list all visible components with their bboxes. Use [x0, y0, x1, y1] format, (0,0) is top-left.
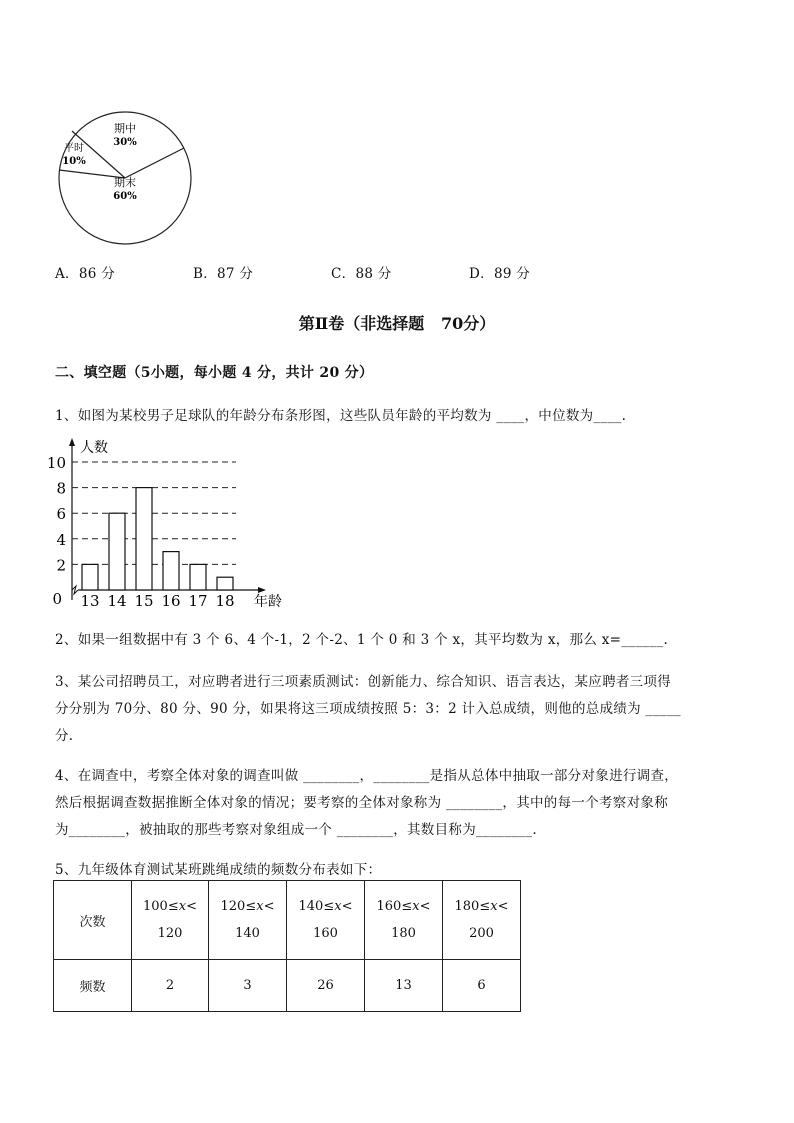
range-lt: < [419, 899, 431, 914]
range-var: x [334, 899, 342, 914]
range-low: 160≤ [376, 899, 413, 914]
choice-b[interactable] [193, 262, 253, 282]
bar-18 [217, 577, 233, 590]
range-high: 120 [157, 926, 183, 941]
q3-line3: 分. [55, 728, 74, 744]
choice-d-key: D． [469, 266, 494, 282]
table-cell-freq: 6 [443, 960, 521, 1012]
choice-c[interactable] [331, 262, 392, 282]
table-cell-range [443, 881, 521, 960]
x-tick-label: 17 [188, 592, 208, 610]
choice-a-text: 86 分 [78, 266, 116, 282]
section2-header: 二、填空题（5小题，每小题 4 分，共计 20 分） [55, 365, 374, 381]
range-low: 180≤ [454, 899, 491, 914]
range-lt: < [186, 899, 197, 914]
range-high: 180 [391, 926, 416, 941]
q4-line1: 4、在调查中，考察全体对象的调查叫做 ________，________是指从总体中抽取一部分对象进行调查， [55, 768, 679, 784]
range-low: 140≤ [298, 899, 335, 914]
choice-d[interactable] [469, 262, 530, 282]
table-row-freq [54, 960, 521, 1012]
q4-line2: 然后根据调查数据推断全体对象的情况；要考察的全体对象称为 ________，其中的每一个考察对象称 [55, 795, 668, 811]
range-low: 100≤ [143, 899, 179, 914]
table-cell-freq: 13 [365, 960, 443, 1012]
x-tick-label: 16 [161, 592, 181, 610]
pie-value-final: 60% [113, 191, 137, 202]
range-high: 160 [313, 926, 338, 941]
x-tick-label: 15 [134, 592, 154, 610]
y-tick-label: 2 [56, 556, 66, 575]
x-tick-label: 13 [80, 592, 100, 610]
choice-d-text: 89 分 [493, 266, 531, 282]
age-bar-chart [46, 436, 282, 614]
x-tick-label: 18 [215, 592, 235, 610]
x-tick-label: 14 [107, 592, 127, 610]
table-header-freq: 频数 [54, 960, 132, 1012]
pie-label-final: 期末 [114, 176, 136, 189]
q2-text: 2、如果一组数据中有 3 个 6、4 个-1，2 个-2、1 个 0 和 3 个 x，其平均数为 x，那么 x=______. [55, 632, 669, 648]
frequency-table [53, 880, 521, 1012]
y-axis-arrow [69, 438, 75, 446]
pie-value-midterm: 30% [113, 137, 137, 148]
range-high: 200 [469, 926, 494, 941]
y-tick-label: 4 [56, 530, 66, 549]
table-cell-range [132, 881, 209, 960]
range-var: x [178, 899, 187, 914]
table-cell-range [365, 881, 443, 960]
table-cell-range [287, 881, 365, 960]
range-lt: < [263, 899, 275, 914]
q5-text: 5、九年级体育测试某班跳绳成绩的频数分布表如下： [55, 862, 382, 878]
q3-line2: 分分别为 70分、80 分、90 分，如果将这三项成绩按照 5：3：2 计入总成绩，则他的总成绩为 _____ [55, 701, 681, 717]
pie-label-midterm: 期中 [114, 122, 136, 135]
y-tick-label: 10 [46, 454, 66, 472]
range-lt: < [341, 899, 353, 914]
y-tick-label: 8 [56, 479, 66, 498]
table-cell-freq: 3 [209, 960, 287, 1012]
range-low: 120≤ [220, 899, 257, 914]
table-cell-range [209, 881, 287, 960]
x-axis-label: 年龄 [254, 594, 282, 610]
range-var: x [256, 899, 264, 914]
table-cell-freq: 26 [287, 960, 365, 1012]
range-high: 140 [235, 926, 260, 941]
choice-a[interactable] [55, 262, 115, 282]
bar-15 [136, 488, 152, 590]
pie-chart [55, 108, 195, 248]
range-var: x [412, 899, 420, 914]
table-header-counts: 次数 [54, 881, 132, 960]
pie-label-regular: 平时 [64, 143, 84, 154]
range-lt: < [497, 899, 509, 914]
table-cell-freq: 2 [132, 960, 209, 1012]
part2-title: 第Ⅱ卷（非选择题 70分） [298, 314, 496, 333]
q3-line1: 3、某公司招聘员工，对应聘者进行三项素质测试：创新能力、综合知识、语言表达，某应聘者三项得 [55, 674, 672, 690]
pie-value-regular: 10% [62, 156, 86, 167]
bar-17 [190, 564, 206, 590]
y-tick-label: 6 [56, 505, 66, 524]
q1-text: 1、如图为某校男子足球队的年龄分布条形图，这些队员年龄的平均数为 ____，中位数为____. [55, 408, 627, 424]
x-axis-break [72, 586, 78, 594]
choice-c-text: 88 分 [355, 266, 392, 282]
table-row-counts [54, 881, 521, 960]
bar-13 [82, 564, 98, 590]
choice-b-text: 87 分 [217, 266, 254, 282]
choice-b-key: B． [193, 266, 218, 282]
range-var: x [490, 899, 498, 914]
x-axis-arrow [258, 587, 266, 593]
y-axis-label: 人数 [80, 440, 108, 456]
y-tick-label: 0 [52, 590, 62, 608]
bar-16 [163, 552, 179, 590]
choice-a-key: A． [55, 266, 79, 282]
choice-c-key: C． [331, 266, 356, 282]
bar-14 [109, 513, 125, 590]
q4-line3: 为________，被抽取的那些考察对象组成一个 ________，其数目称为________. [55, 822, 537, 838]
